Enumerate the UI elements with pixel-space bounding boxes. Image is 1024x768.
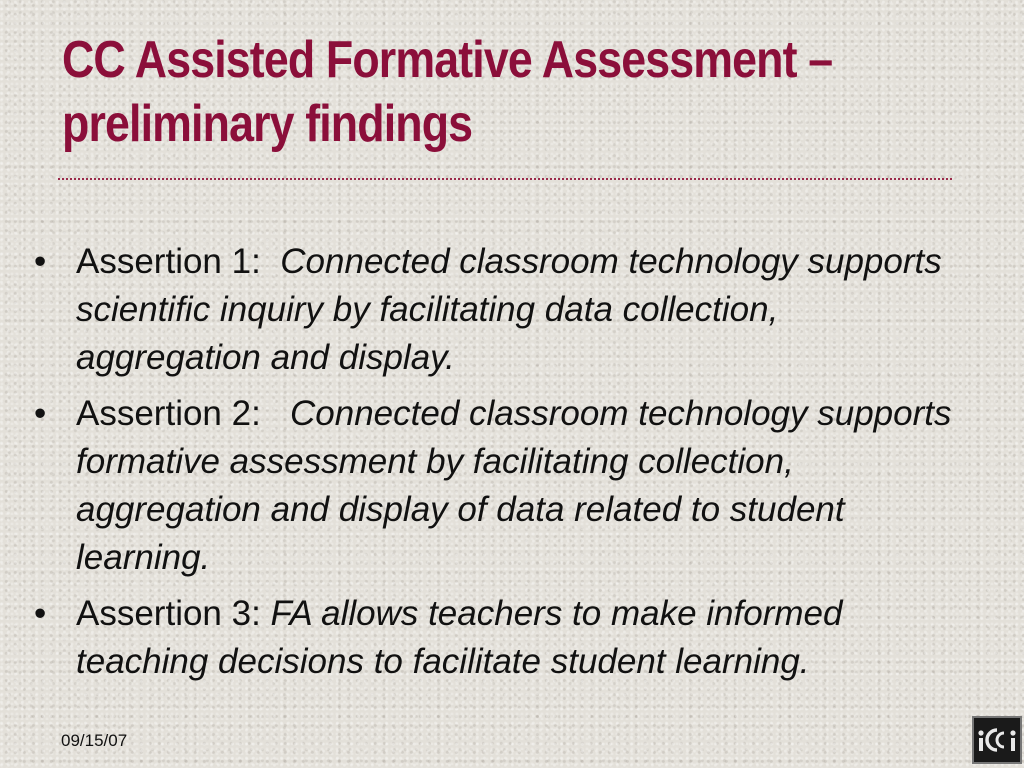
bullet-label: Assertion 2: — [76, 394, 261, 433]
bullet-list — [30, 238, 970, 694]
bullet-item-assertion-3 — [30, 590, 970, 686]
bullet-item-assertion-1 — [30, 238, 970, 382]
bullet-dot-icon: • — [34, 594, 47, 633]
bullet-body: Connected classroom technology supports scientific inquiry by facilitating data collection, aggregation and display. — [76, 242, 942, 377]
title-divider — [58, 178, 952, 180]
bullet-item-assertion-2 — [30, 390, 970, 582]
iccci-logo-icon — [976, 725, 1018, 755]
bullet-label: Assertion 3: — [76, 594, 261, 633]
bullet-label: Assertion 1: — [76, 242, 261, 281]
bullet-body: FA allows teachers to make informed teaching decisions to facilitate student learning. — [76, 594, 843, 681]
iccci-logo — [972, 716, 1022, 764]
slide-title: CC Assisted Formative Assessment – preliminary findings — [62, 31, 833, 153]
bullet-body: Connected classroom technology supports formative assessment by facilitating collection, aggregation and display of data related to student learning. — [76, 394, 952, 577]
bullet-dot-icon: • — [34, 242, 47, 281]
slide-date: 09/15/07 — [61, 731, 128, 750]
bullet-dot-icon: • — [34, 394, 47, 433]
